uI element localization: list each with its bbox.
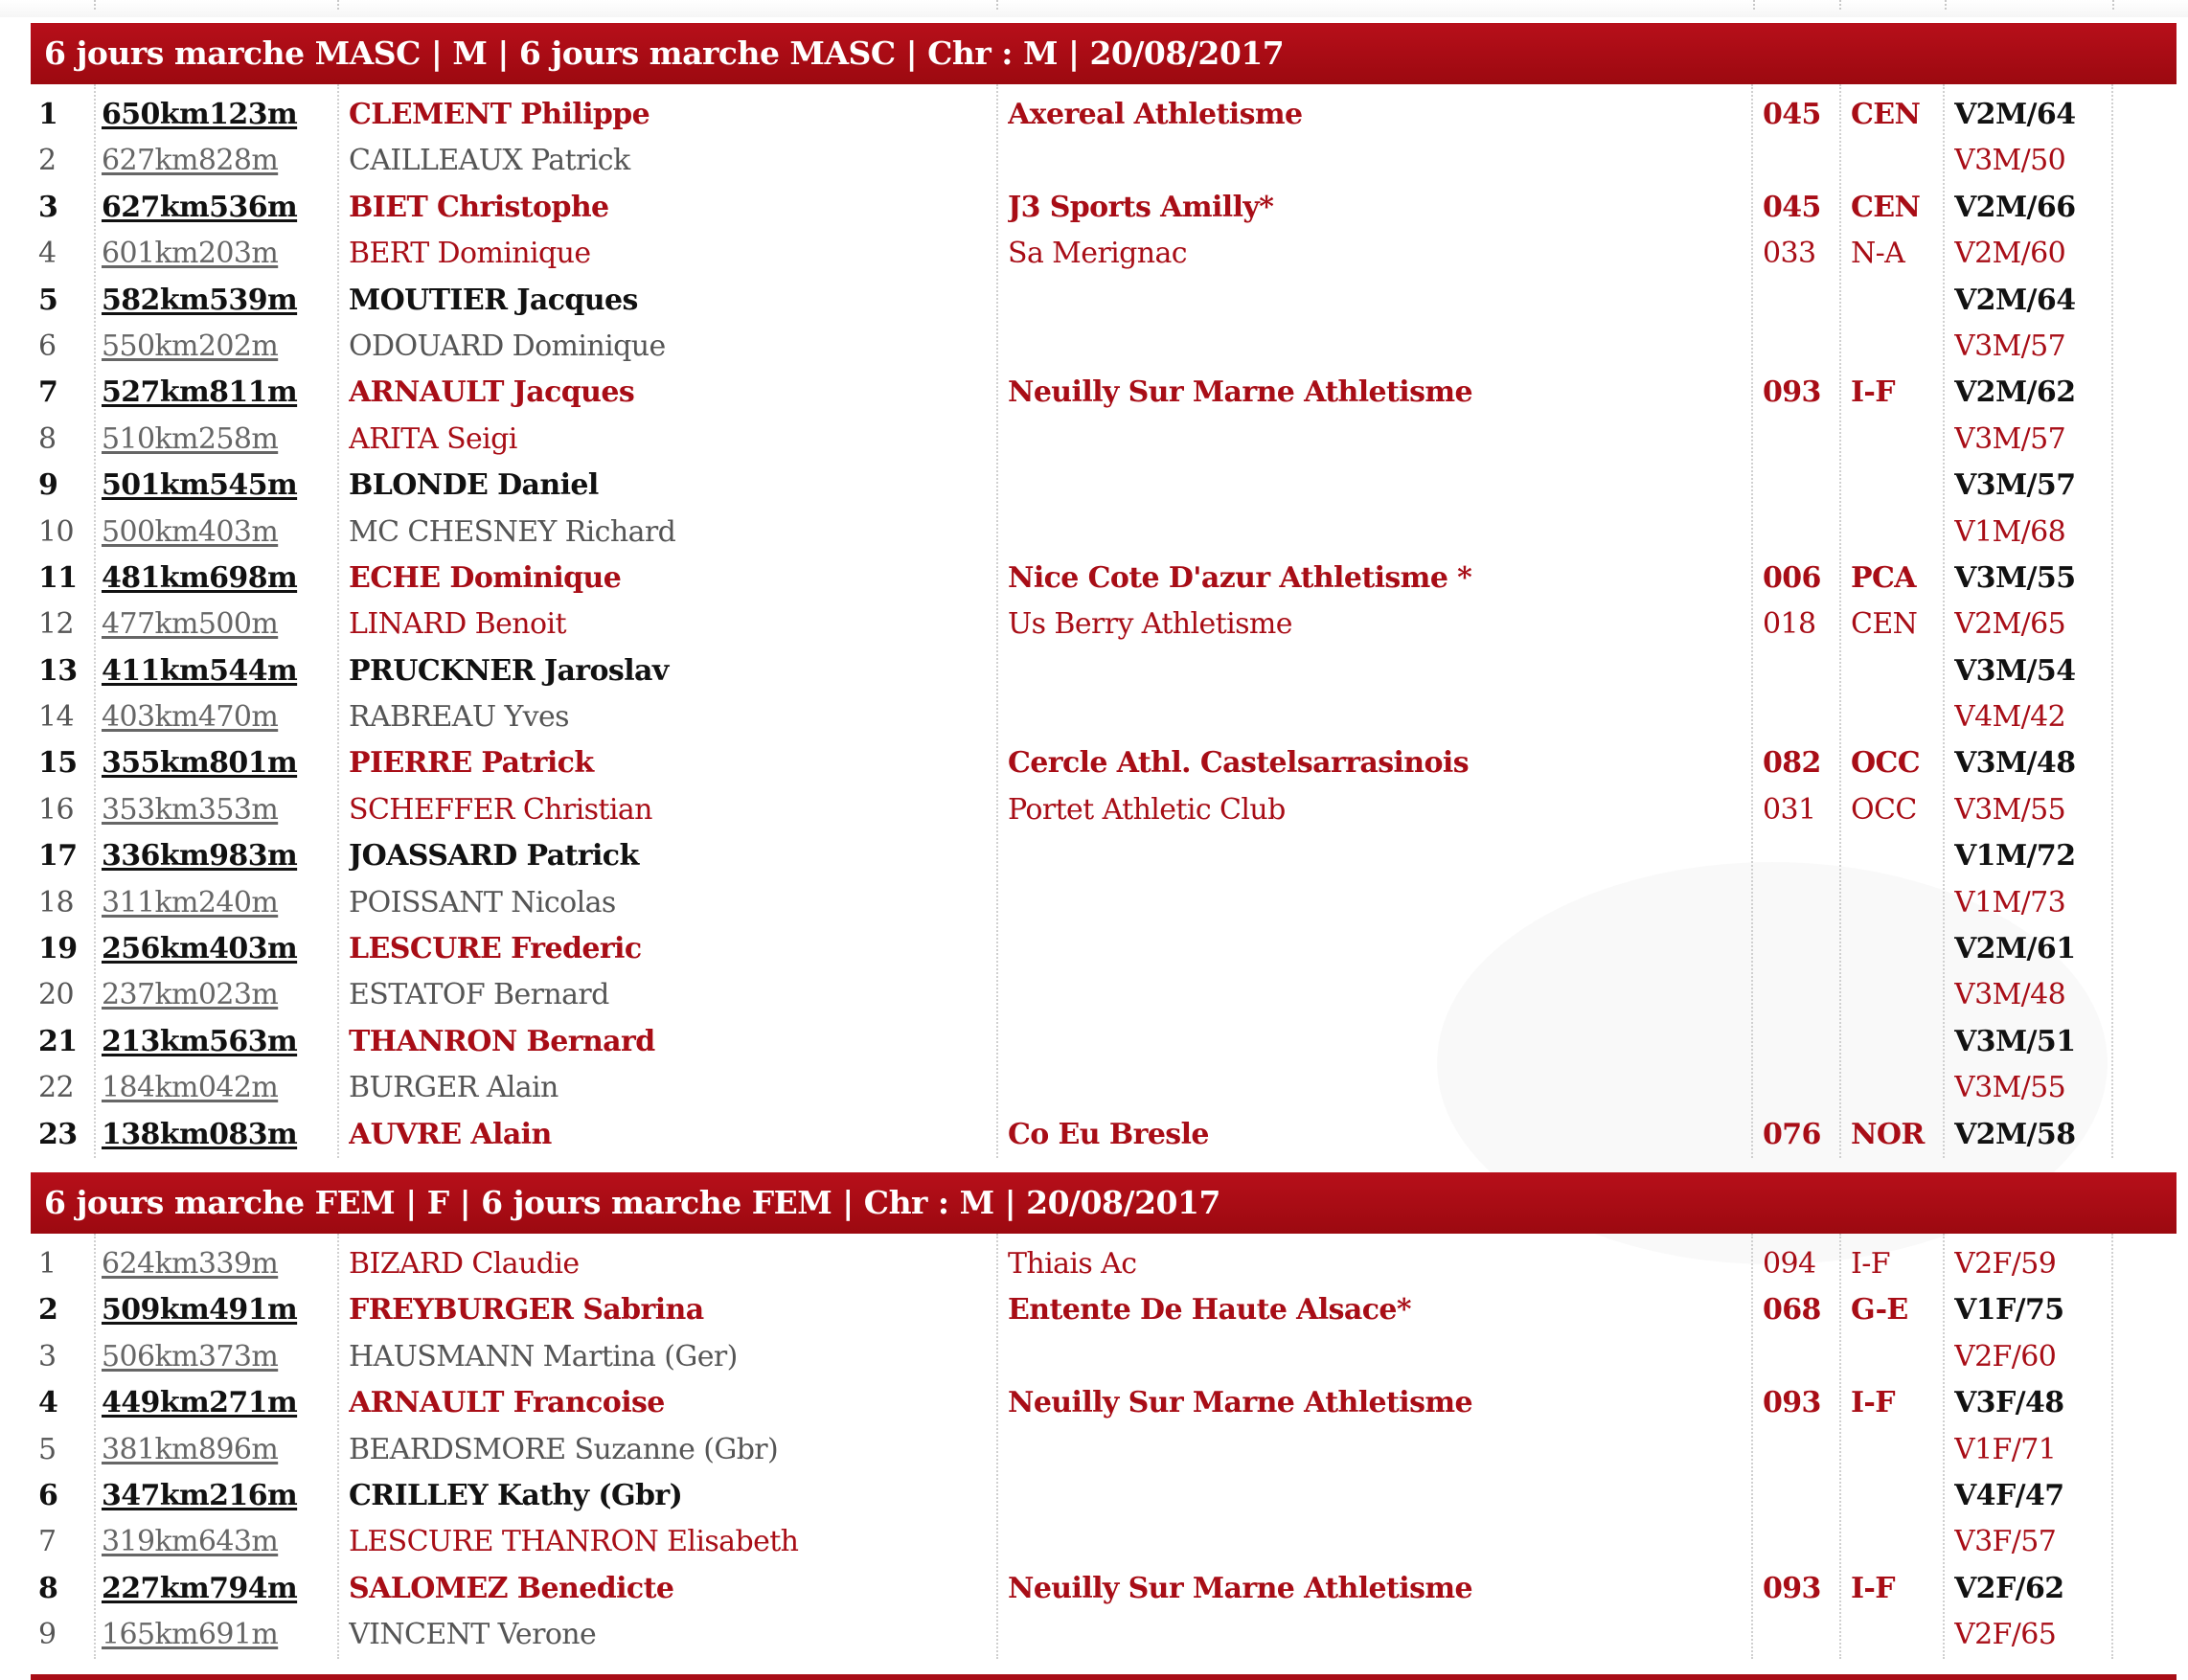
performance-link[interactable]: 481km698m [102,560,298,595]
performance-link[interactable]: 347km216m [102,1478,298,1512]
table-row [31,1287,2177,1333]
performance-link[interactable]: 138km083m [102,1117,298,1151]
category-cell: V3M/50 [1954,144,2066,178]
rank-cell: 11 [38,560,78,595]
department-cell: 093 [1763,1386,1821,1420]
rank-cell: 19 [38,932,78,966]
table-row [31,1065,2177,1111]
club-link [1008,1473,1774,1519]
rank-cell: 20 [38,978,74,1012]
category-cell: V2M/66 [1954,190,2076,224]
region-cell [1851,1065,1937,1111]
club-link[interactable]: Us Berry Athletisme [1008,607,1292,642]
region-cell [1851,1019,1937,1065]
region-cell [1851,880,1937,926]
divider [1945,0,1947,10]
department-cell [1763,324,1839,370]
category-cell: V2F/65 [1954,1618,2057,1652]
table-bottom-rule [31,1674,2177,1680]
club-link[interactable]: Thiais Ac [1008,1247,1137,1281]
category-cell: V3M/51 [1954,1024,2076,1058]
department-cell [1763,880,1839,926]
table-row [31,602,2177,647]
club-link [1008,926,1774,972]
category-cell: V3M/48 [1954,746,2076,781]
table-row [31,92,2177,138]
category-cell: V2M/58 [1954,1117,2076,1151]
region-cell: CEN [1851,98,1921,131]
table-row [31,1612,2177,1658]
athlete-name-link[interactable]: POISSANT Nicolas [349,885,616,919]
athlete-name-link[interactable]: SCHEFFER Christian [349,792,652,827]
athlete-name-link[interactable]: THANRON Bernard [349,1024,655,1058]
table-row [31,510,2177,556]
category-cell: V2M/64 [1954,283,2076,317]
category-cell: V4M/42 [1954,700,2066,735]
category-cell: V2M/61 [1954,932,2076,966]
club-link[interactable]: Sa Merignac [1008,237,1187,271]
divider [1839,0,1841,10]
performance-link[interactable]: 477km500m [102,607,279,642]
table-row [31,417,2177,463]
results-rows-fem [31,1234,2177,1659]
category-cell: V2M/62 [1954,375,2076,410]
department-cell [1763,1334,1839,1380]
performance-link[interactable]: 184km042m [102,1071,279,1105]
divider [2112,0,2114,10]
athlete-name-link[interactable]: LINARD Benoit [349,607,566,642]
region-cell [1851,972,1937,1018]
category-cell: V1M/68 [1954,514,2066,549]
athlete-name-link[interactable]: MC CHESNEY Richard [349,514,676,549]
category-cell: V4F/47 [1954,1478,2064,1512]
performance-link[interactable]: 582km539m [102,283,298,317]
region-cell [1851,1473,1937,1519]
region-cell [1851,278,1937,324]
category-cell: V3M/54 [1954,653,2076,688]
region-cell: I-F [1851,1386,1895,1420]
table-row [31,1334,2177,1380]
table-row [31,880,2177,926]
club-link[interactable]: Cercle Athl. Castelsarrasinois [1008,746,1469,781]
athlete-name-link[interactable]: CLEMENT Philippe [349,98,650,131]
rank-cell: 7 [38,375,58,410]
athlete-name-link[interactable]: ARITA Seigi [349,421,517,456]
region-cell [1851,1519,1937,1565]
table-row [31,370,2177,416]
club-link [1008,833,1774,879]
department-cell: 018 [1763,607,1816,642]
region-cell: N-A [1851,237,1905,271]
category-cell: V2F/62 [1954,1571,2064,1605]
rank-cell: 5 [38,1432,57,1466]
club-link [1008,510,1774,556]
category-cell: V2F/60 [1954,1339,2057,1374]
club-link [1008,1065,1774,1111]
department-cell: 033 [1763,237,1816,271]
club-link[interactable]: Co Eu Bresle [1008,1117,1209,1151]
category-cell: V1M/72 [1954,839,2076,874]
club-link [1008,880,1774,926]
performance-link[interactable]: 627km828m [102,144,279,178]
category-cell: V3M/57 [1954,329,2066,363]
club-link [1008,1427,1774,1473]
table-row [31,1473,2177,1519]
table-row [31,185,2177,231]
table-row [31,1519,2177,1565]
rank-cell: 4 [38,1386,58,1420]
rank-cell: 2 [38,144,57,178]
department-cell: 006 [1763,560,1821,595]
club-link [1008,972,1774,1018]
rank-cell: 2 [38,1293,58,1328]
table-row [31,787,2177,833]
rank-cell: 9 [38,468,58,503]
club-link [1008,694,1774,740]
table-row [31,1427,2177,1473]
athlete-name-link[interactable]: BEARDSMORE Suzanne (Gbr) [349,1432,779,1466]
athlete-name-link[interactable]: PRUCKNER Jaroslav [349,653,669,688]
club-link[interactable]: Portet Athletic Club [1008,792,1286,827]
performance-link[interactable]: 527km811m [102,375,298,410]
region-cell: NOR [1851,1117,1925,1151]
region-cell: OCC [1851,746,1921,781]
department-cell: 031 [1763,792,1816,827]
department-cell [1763,278,1839,324]
athlete-name-link[interactable]: ARNAULT Francoise [349,1386,665,1420]
athlete-name-link[interactable]: BIZARD Claudie [349,1247,580,1281]
department-cell: 093 [1763,1571,1821,1605]
rank-cell: 23 [38,1117,78,1151]
rank-cell: 8 [38,1571,58,1605]
category-cell: V3M/57 [1954,421,2066,456]
category-cell: V2M/65 [1954,607,2066,642]
performance-link[interactable]: 624km339m [102,1247,279,1281]
performance-link[interactable]: 336km983m [102,839,298,874]
club-link [1008,648,1774,694]
department-cell [1763,648,1839,694]
athlete-name-link[interactable]: ODOUARD Dominique [349,329,666,363]
region-cell: G-E [1851,1293,1908,1328]
department-cell [1763,926,1839,972]
athlete-name-link[interactable]: PIERRE Patrick [349,746,594,781]
athlete-name-link[interactable]: MOUTIER Jacques [349,283,638,317]
region-cell [1851,694,1937,740]
athlete-name-link[interactable]: SALOMEZ Benedicte [349,1571,674,1605]
table-row [31,740,2177,786]
club-link[interactable]: Nice Cote D'azur Athletisme * [1008,560,1472,595]
divider [1753,0,1755,10]
performance-link[interactable]: 213km563m [102,1024,298,1058]
region-cell: CEN [1851,190,1921,224]
rank-cell: 14 [38,700,74,735]
table-row [31,324,2177,370]
region-cell [1851,833,1937,879]
rank-cell: 5 [38,283,58,317]
rank-cell: 3 [38,1339,57,1374]
performance-link[interactable]: 403km470m [102,700,279,735]
department-cell: 094 [1763,1247,1816,1281]
rank-cell: 3 [38,190,58,224]
rank-cell: 15 [38,746,78,781]
region-cell [1851,417,1937,463]
results-table-masc [31,23,2177,1158]
category-cell: V2M/60 [1954,237,2066,271]
rank-cell: 21 [38,1024,78,1058]
department-cell [1763,1473,1839,1519]
department-cell [1763,510,1839,556]
club-link [1008,138,1774,184]
athlete-name-link[interactable]: LESCURE THANRON Elisabeth [349,1525,799,1559]
athlete-name-link[interactable]: ESTATOF Bernard [349,978,609,1012]
rank-cell: 18 [38,885,74,919]
athlete-name-link[interactable]: BERT Dominique [349,237,591,271]
category-cell: V3M/48 [1954,978,2066,1012]
rank-cell: 1 [38,98,58,131]
table-row [31,833,2177,879]
club-link[interactable]: Axereal Athletisme [1008,98,1303,131]
divider [337,0,339,10]
department-cell [1763,1612,1839,1658]
department-cell [1763,972,1839,1018]
performance-link[interactable]: 381km896m [102,1432,279,1466]
region-cell [1851,1612,1937,1658]
performance-link[interactable]: 449km271m [102,1386,298,1420]
department-cell [1763,1065,1839,1111]
club-link [1008,278,1774,324]
performance-link[interactable]: 650km123m [102,98,298,131]
region-cell [1851,510,1937,556]
category-cell: V3F/57 [1954,1525,2057,1559]
club-link [1008,1612,1774,1658]
rank-cell: 4 [38,237,57,271]
performance-link[interactable]: 509km491m [102,1293,298,1328]
rank-cell: 6 [38,1478,58,1512]
club-link[interactable]: Neuilly Sur Marne Athletisme [1008,375,1472,410]
department-cell: 093 [1763,375,1821,410]
performance-link[interactable]: 165km691m [102,1618,279,1652]
athlete-name-link[interactable]: ARNAULT Jacques [349,375,635,410]
department-cell [1763,463,1839,509]
category-cell: V3M/55 [1954,1071,2066,1105]
region-cell [1851,1334,1937,1380]
athlete-name-link[interactable]: BLONDE Daniel [349,468,599,503]
table-row [31,556,2177,602]
club-link [1008,1519,1774,1565]
divider [94,0,96,10]
category-cell: V2F/59 [1954,1247,2057,1281]
department-cell [1763,1519,1839,1565]
category-cell: V3M/57 [1954,468,2076,503]
club-link [1008,1334,1774,1380]
section-header-masc: 6 jours marche MASC | M | 6 jours marche MASC | Chr : M | 20/08/2017 [31,23,2177,84]
rank-cell: 22 [38,1071,74,1105]
athlete-name-link[interactable]: JOASSARD Patrick [349,839,639,874]
club-link[interactable]: Neuilly Sur Marne Athletisme [1008,1386,1472,1420]
club-link [1008,1019,1774,1065]
rank-cell: 7 [38,1525,57,1559]
region-cell: I-F [1851,375,1895,410]
department-cell: 045 [1763,98,1821,131]
department-cell: 068 [1763,1293,1821,1328]
results-table-fem [31,1172,2177,1659]
divider [996,0,998,10]
performance-link[interactable]: 627km536m [102,190,298,224]
table-row [31,231,2177,277]
athlete-name-link[interactable]: BURGER Alain [349,1071,558,1105]
athlete-name-link[interactable]: FREYBURGER Sabrina [349,1293,704,1328]
athlete-name-link[interactable]: VINCENT Verone [349,1618,597,1652]
department-cell [1763,833,1839,879]
performance-link[interactable]: 319km643m [102,1525,279,1559]
rank-cell: 17 [38,839,78,874]
performance-link[interactable]: 501km545m [102,468,298,503]
rank-cell: 12 [38,607,74,642]
region-cell [1851,1427,1937,1473]
table-row [31,138,2177,184]
region-cell: I-F [1851,1571,1895,1605]
department-cell: 082 [1763,746,1821,781]
region-cell [1851,648,1937,694]
table-row [31,1241,2177,1287]
department-cell [1763,138,1839,184]
department-cell: 045 [1763,190,1821,224]
performance-link[interactable]: 510km258m [102,421,279,456]
table-row [31,1566,2177,1612]
table-row [31,972,2177,1018]
category-cell: V3M/55 [1954,560,2076,595]
rank-cell: 9 [38,1618,57,1652]
athlete-name-link[interactable]: BIET Christophe [349,190,609,224]
previous-table-edge [0,0,2188,17]
performance-link[interactable]: 311km240m [102,885,279,919]
performance-link[interactable]: 227km794m [102,1571,298,1605]
department-cell [1763,694,1839,740]
category-cell: V1M/73 [1954,885,2066,919]
performance-link[interactable]: 237km023m [102,978,279,1012]
department-cell [1763,1019,1839,1065]
region-cell [1851,138,1937,184]
table-row [31,1380,2177,1426]
athlete-name-link[interactable]: AUVRE Alain [349,1117,552,1151]
table-row [31,1112,2177,1158]
table-row [31,926,2177,972]
rank-cell: 6 [38,329,57,363]
club-link[interactable]: J3 Sports Amilly* [1008,190,1274,224]
category-cell: V3M/55 [1954,792,2066,827]
athlete-name-link[interactable]: LESCURE Frederic [349,932,642,966]
performance-link[interactable]: 411km544m [102,653,298,688]
category-cell: V3F/48 [1954,1386,2064,1420]
performance-link[interactable]: 256km403m [102,932,298,966]
results-rows-masc [31,84,2177,1158]
performance-link[interactable]: 353km353m [102,792,279,827]
department-cell: 076 [1763,1117,1821,1151]
club-link [1008,463,1774,509]
athlete-name-link[interactable]: CRILLEY Kathy (Gbr) [349,1478,683,1512]
department-cell [1763,1427,1839,1473]
athlete-name-link[interactable]: RABREAU Yves [349,700,569,735]
table-row [31,694,2177,740]
region-cell [1851,463,1937,509]
athlete-name-link[interactable]: HAUSMANN Martina (Ger) [349,1339,738,1374]
performance-link[interactable]: 506km373m [102,1339,279,1374]
rank-cell: 1 [38,1247,57,1281]
athlete-name-link[interactable]: CAILLEAUX Patrick [349,144,630,178]
table-row [31,278,2177,324]
region-cell: OCC [1851,792,1917,827]
performance-link[interactable]: 550km202m [102,329,279,363]
category-cell: V2M/64 [1954,98,2076,131]
athlete-name-link[interactable]: ECHE Dominique [349,560,622,595]
region-cell [1851,926,1937,972]
club-link[interactable]: Neuilly Sur Marne Athletisme [1008,1571,1472,1605]
rank-cell: 16 [38,792,74,827]
department-cell [1763,417,1839,463]
region-cell: I-F [1851,1247,1891,1281]
club-link[interactable]: Entente De Haute Alsace* [1008,1293,1411,1328]
table-row [31,1019,2177,1065]
rank-cell: 10 [38,514,74,549]
club-link [1008,417,1774,463]
region-cell [1851,324,1937,370]
rank-cell: 8 [38,421,57,456]
region-cell: PCA [1851,560,1916,595]
category-cell: V1F/75 [1954,1293,2064,1328]
table-row [31,648,2177,694]
performance-link[interactable]: 355km801m [102,746,298,781]
performance-link[interactable]: 601km203m [102,237,279,271]
rank-cell: 13 [38,653,78,688]
club-link [1008,324,1774,370]
performance-link[interactable]: 500km403m [102,514,279,549]
table-row [31,463,2177,509]
section-header-fem: 6 jours marche FEM | F | 6 jours marche FEM | Chr : M | 20/08/2017 [31,1172,2177,1234]
category-cell: V1F/71 [1954,1432,2057,1466]
region-cell: CEN [1851,607,1918,642]
